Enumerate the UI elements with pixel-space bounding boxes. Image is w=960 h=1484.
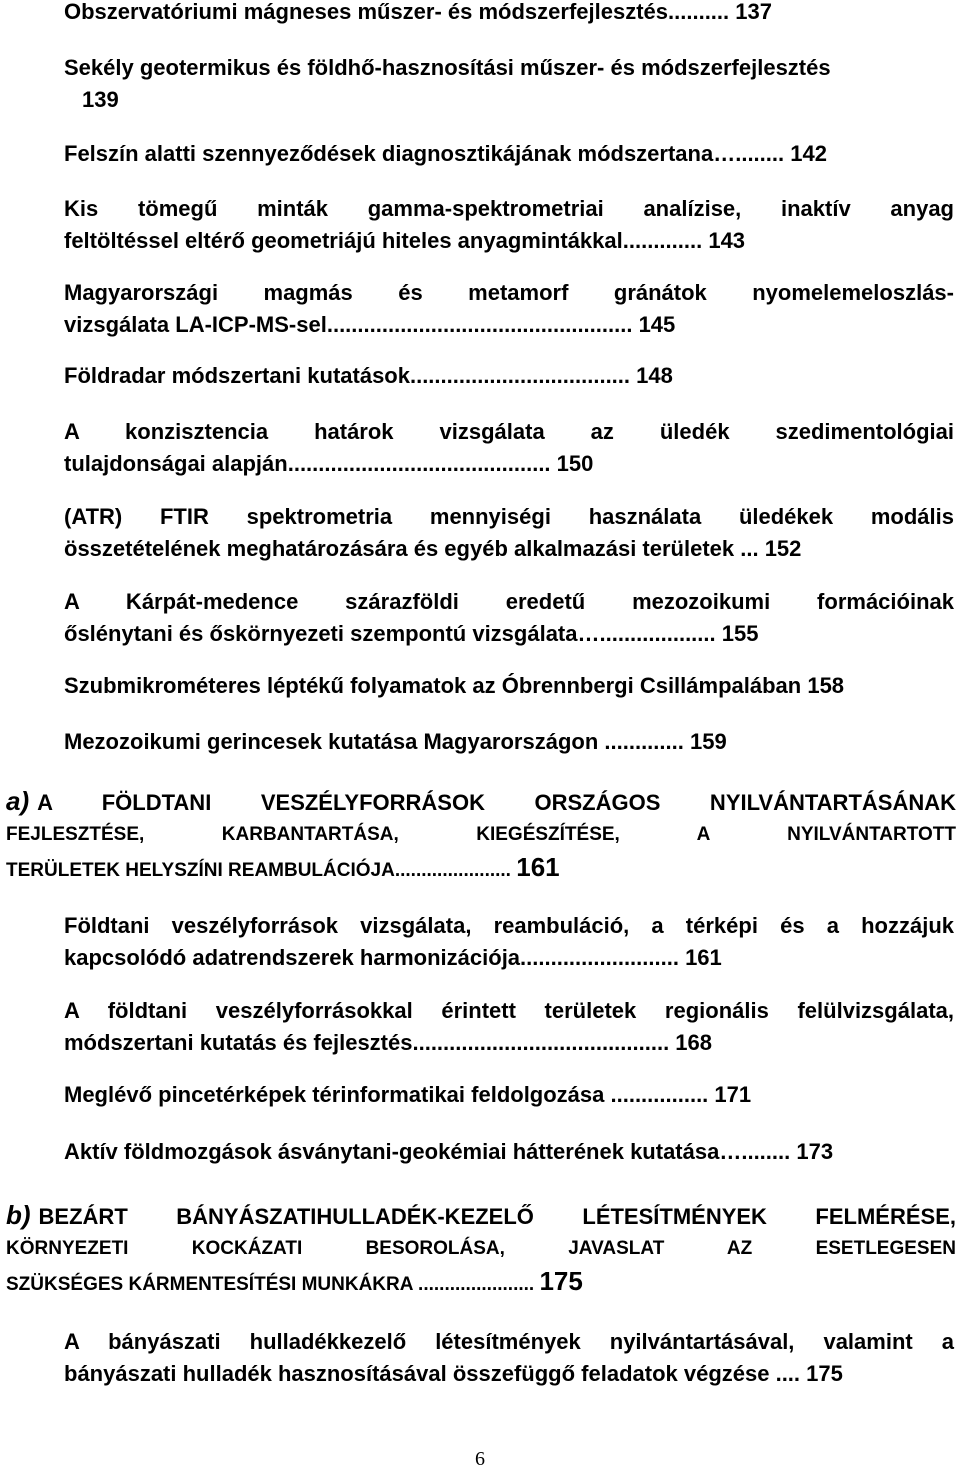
toc-line: Sekély geotermikus és földhő-hasznosítási műszer- és módszerfejlesztés xyxy=(64,55,831,80)
toc-entry xyxy=(64,501,954,565)
section-heading-text: A FÖLDTANI VESZÉLYFORRÁSOK ORSZÁGOS NYILVÁNTARTÁSÁNAK xyxy=(37,790,956,815)
section-heading-line xyxy=(6,1199,956,1233)
page-number: 6 xyxy=(475,1448,485,1470)
toc-line: kapcsolódó adatrendszerek harmonizációja.......................... 161 xyxy=(64,945,722,970)
toc-entry xyxy=(64,360,954,392)
section-heading-text: KÖRNYEZETI KOCKÁZATI BESOROLÁSA, JAVASLAT AZ ESETLEGESEN xyxy=(6,1238,956,1259)
toc-line: őslénytani és őskörnyezeti szempontú vizsgálata…................... 155 xyxy=(64,621,759,646)
section-heading-leader: SZÜKSÉGES KÁRMENTESÍTÉSI MUNKÁKRA ...................... xyxy=(6,1274,535,1295)
section-heading-line xyxy=(6,785,956,819)
toc-entry xyxy=(64,193,954,257)
toc-line: Mezozoikumi gerincesek kutatása Magyarországon ............. 159 xyxy=(64,729,727,754)
toc-entry xyxy=(64,586,954,650)
toc-entry xyxy=(64,726,954,758)
section-heading-text xyxy=(6,851,956,887)
section-heading-text: FEJLESZTÉSE, KARBANTARTÁSA, KIEGÉSZÍTÉSE, A NYILVÁNTARTOTT xyxy=(6,824,956,845)
toc-line: Földtani veszélyforrások vizsgálata, reambuláció, a térképi és a hozzájuk xyxy=(64,913,954,938)
toc-entry xyxy=(64,52,954,116)
toc-entry xyxy=(64,1136,954,1168)
toc-entry xyxy=(64,995,954,1059)
toc-page-number: 139 xyxy=(82,87,119,112)
toc-entry xyxy=(64,1326,954,1390)
toc-line: A Kárpát-medence szárazföldi eredetű mezozoikumi formációinak xyxy=(64,589,954,614)
section-a-heading xyxy=(6,785,956,887)
toc-line: Kis tömegű minták gamma-spektrometriai analízise, inaktív anyag xyxy=(64,196,954,221)
toc-line: A konzisztencia határok vizsgálata az üledék szedimentológiai xyxy=(64,419,954,444)
toc-line: módszertani kutatás és fejlesztés.......................................... 168 xyxy=(64,1030,713,1055)
section-page-number: 161 xyxy=(516,852,560,882)
toc-line: bányászati hulladék hasznosításával összefüggő feladatok végzése .... 175 xyxy=(64,1361,843,1386)
toc-line: A földtani veszélyforrásokkal érintett területek regionális felülvizsgálata, xyxy=(64,998,954,1023)
toc-line: összetételének meghatározására és egyéb alkalmazási területek ... 152 xyxy=(64,536,802,561)
toc-line: (ATR) FTIR spektrometria mennyiségi használata üledékek modális xyxy=(64,504,954,529)
toc-line: Felszín alatti szennyeződések diagnosztikájának módszertana…........ 142 xyxy=(64,141,827,166)
toc-line: tulajdonságai alapján........................................... 150 xyxy=(64,451,594,476)
toc-line: Földradar módszertani kutatások.................................... 148 xyxy=(64,363,673,388)
toc-line: Obszervatóriumi mágneses műszer- és módszerfejlesztés.......... 137 xyxy=(64,0,772,24)
toc-entry xyxy=(64,416,954,480)
toc-line: Aktív földmozgások ásványtani-geokémiai hátterének kutatása…........ 173 xyxy=(64,1139,834,1164)
toc-line: feltöltéssel eltérő geometriájú hiteles anyagmintákkal............. 143 xyxy=(64,228,746,253)
toc-entry xyxy=(64,670,954,702)
toc-entry xyxy=(64,910,954,974)
section-heading-text: BEZÁRT BÁNYÁSZATIHULLADÉK-KEZELŐ LÉTESÍTMÉNYEK FELMÉRÉSE, xyxy=(38,1204,956,1229)
toc-entry xyxy=(64,277,954,341)
toc-entry xyxy=(64,138,954,170)
section-b-heading xyxy=(6,1199,956,1301)
toc-entry xyxy=(64,0,954,28)
toc-line: A bányászati hulladékkezelő létesítmények nyilvántartásával, valamint a xyxy=(64,1329,954,1354)
toc-line: Magyarországi magmás és metamorf gránátok nyomelemeloszlás- xyxy=(64,280,954,305)
toc-line: Meglévő pincetérképek térinformatikai feldolgozása ................ 171 xyxy=(64,1082,752,1107)
section-heading-text xyxy=(6,1265,956,1301)
section-letter: b) xyxy=(6,1200,31,1230)
toc-line: vizsgálata LA-ICP-MS-sel.................................................. 145 xyxy=(64,312,676,337)
toc-entry xyxy=(64,1079,954,1111)
section-letter: a) xyxy=(6,786,30,816)
toc-line: Szubmikrométeres léptékű folyamatok az Óbrennbergi Csillámpalában 158 xyxy=(64,673,845,698)
section-page-number: 175 xyxy=(539,1266,583,1296)
section-heading-leader: TERÜLETEK HELYSZÍNI REAMBULÁCIÓJA...................... xyxy=(6,860,511,881)
